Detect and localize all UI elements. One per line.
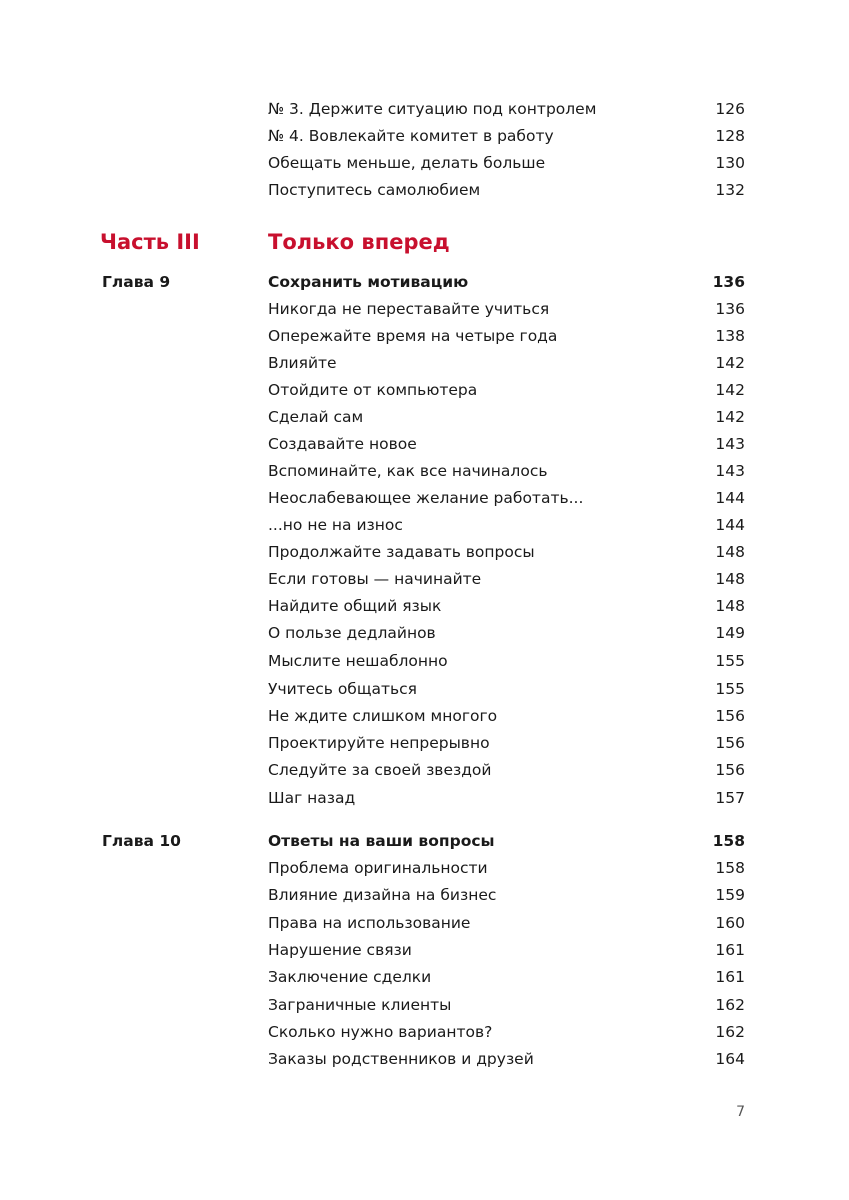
entry-title: Следуйте за своей звездой xyxy=(268,761,492,779)
chapter-title: Сохранить мотивацию xyxy=(268,273,469,291)
entry-title: Если готовы — начинайте xyxy=(268,570,482,588)
entry-title: Сколько нужно вариантов? xyxy=(268,1023,493,1041)
toc-entry xyxy=(0,150,849,177)
toc-entry xyxy=(0,937,849,964)
toc-entry xyxy=(0,757,849,784)
chapter-page: 136 xyxy=(712,273,745,291)
entry-page: 136 xyxy=(715,300,745,318)
toc-entry xyxy=(0,992,849,1019)
entry-title: Вспоминайте, как все начиналось xyxy=(268,462,548,480)
toc-entry xyxy=(0,676,849,703)
entry-page: 149 xyxy=(715,624,745,642)
entry-title: Сделай сам xyxy=(268,408,364,426)
entry-title: ...но не на износ xyxy=(268,516,403,534)
entry-title: Опережайте время на четыре года xyxy=(268,327,558,345)
toc-entry xyxy=(0,1046,849,1073)
entry-page: 144 xyxy=(715,516,745,534)
toc-entry xyxy=(0,620,849,647)
chapter-heading xyxy=(0,269,849,296)
toc-entry xyxy=(0,730,849,757)
entry-title: Не ждите слишком многого xyxy=(268,707,498,725)
entry-page: 162 xyxy=(715,1023,745,1041)
toc-entry xyxy=(0,177,849,204)
entry-page: 126 xyxy=(715,100,745,118)
entry-page: 143 xyxy=(715,462,745,480)
entry-page: 142 xyxy=(715,408,745,426)
entry-title: № 3. Держите ситуацию под контролем xyxy=(268,100,597,118)
entry-title: Обещать меньше, делать больше xyxy=(268,154,546,172)
entry-page: 143 xyxy=(715,435,745,453)
toc-entry xyxy=(0,485,849,512)
entry-title: Продолжайте задавать вопросы xyxy=(268,543,535,561)
toc-entry xyxy=(0,458,849,485)
toc-entry xyxy=(0,539,849,566)
entry-title: № 4. Вовлекайте комитет в работу xyxy=(268,127,554,145)
entry-page: 155 xyxy=(715,680,745,698)
entry-page: 155 xyxy=(715,652,745,670)
part-label: Часть III xyxy=(100,230,200,254)
entry-page: 130 xyxy=(715,154,745,172)
toc-entry xyxy=(0,785,849,812)
entry-title: Найдите общий язык xyxy=(268,597,442,615)
entry-page: 128 xyxy=(715,127,745,145)
entry-title: Никогда не переставайте учиться xyxy=(268,300,550,318)
entry-page: 144 xyxy=(715,489,745,507)
entry-page: 138 xyxy=(715,327,745,345)
entry-title: Отойдите от компьютера xyxy=(268,381,478,399)
entry-title: Неослабевающее желание работать... xyxy=(268,489,584,507)
toc-entry xyxy=(0,648,849,675)
entry-title: Влияйте xyxy=(268,354,337,372)
toc-entry xyxy=(0,703,849,730)
chapter-label: Глава 9 xyxy=(102,273,171,291)
entry-title: О пользе дедлайнов xyxy=(268,624,436,642)
part-heading xyxy=(0,226,849,258)
entry-page: 148 xyxy=(715,597,745,615)
toc-entry xyxy=(0,512,849,539)
entry-title: Мыслите нешаблонно xyxy=(268,652,448,670)
entry-page: 158 xyxy=(715,859,745,877)
entry-page: 156 xyxy=(715,734,745,752)
entry-title: Заказы родственников и друзей xyxy=(268,1050,534,1068)
entry-page: 148 xyxy=(715,570,745,588)
toc-entry xyxy=(0,593,849,620)
entry-title: Шаг назад xyxy=(268,789,356,807)
entry-page: 162 xyxy=(715,996,745,1014)
entry-title: Заключение сделки xyxy=(268,968,432,986)
entry-page: 161 xyxy=(715,968,745,986)
entry-page: 161 xyxy=(715,941,745,959)
chapter-label: Глава 10 xyxy=(102,832,181,850)
toc-entry xyxy=(0,882,849,909)
toc-entry xyxy=(0,377,849,404)
toc-entry xyxy=(0,404,849,431)
chapter-heading xyxy=(0,828,849,855)
entry-title: Нарушение связи xyxy=(268,941,412,959)
entry-page: 159 xyxy=(715,886,745,904)
chapter-page: 158 xyxy=(712,832,745,850)
entry-title: Проблема оригинальности xyxy=(268,859,488,877)
page-number: 7 xyxy=(736,1104,745,1120)
entry-page: 132 xyxy=(715,181,745,199)
toc-entry xyxy=(0,96,849,123)
toc-entry xyxy=(0,964,849,991)
toc-entry xyxy=(0,123,849,150)
entry-page: 156 xyxy=(715,707,745,725)
toc-entry xyxy=(0,910,849,937)
entry-title: Учитесь общаться xyxy=(268,680,417,698)
toc-entry xyxy=(0,350,849,377)
entry-page: 148 xyxy=(715,543,745,561)
toc-entry xyxy=(0,431,849,458)
entry-title: Проектируйте непрерывно xyxy=(268,734,490,752)
entry-page: 156 xyxy=(715,761,745,779)
entry-page: 142 xyxy=(715,354,745,372)
toc-entry xyxy=(0,566,849,593)
entry-page: 164 xyxy=(715,1050,745,1068)
chapter-title: Ответы на ваши вопросы xyxy=(268,832,495,850)
part-title: Только вперед xyxy=(268,230,450,254)
toc-entry xyxy=(0,1019,849,1046)
entry-page: 157 xyxy=(715,789,745,807)
entry-title: Права на использование xyxy=(268,914,471,932)
entry-page: 160 xyxy=(715,914,745,932)
toc-entry xyxy=(0,296,849,323)
entry-title: Поступитесь самолюбием xyxy=(268,181,481,199)
entry-title: Влияние дизайна на бизнес xyxy=(268,886,497,904)
entry-page: 142 xyxy=(715,381,745,399)
toc-entry xyxy=(0,323,849,350)
toc-entry xyxy=(0,855,849,882)
entry-title: Создавайте новое xyxy=(268,435,417,453)
entry-title: Заграничные клиенты xyxy=(268,996,452,1014)
